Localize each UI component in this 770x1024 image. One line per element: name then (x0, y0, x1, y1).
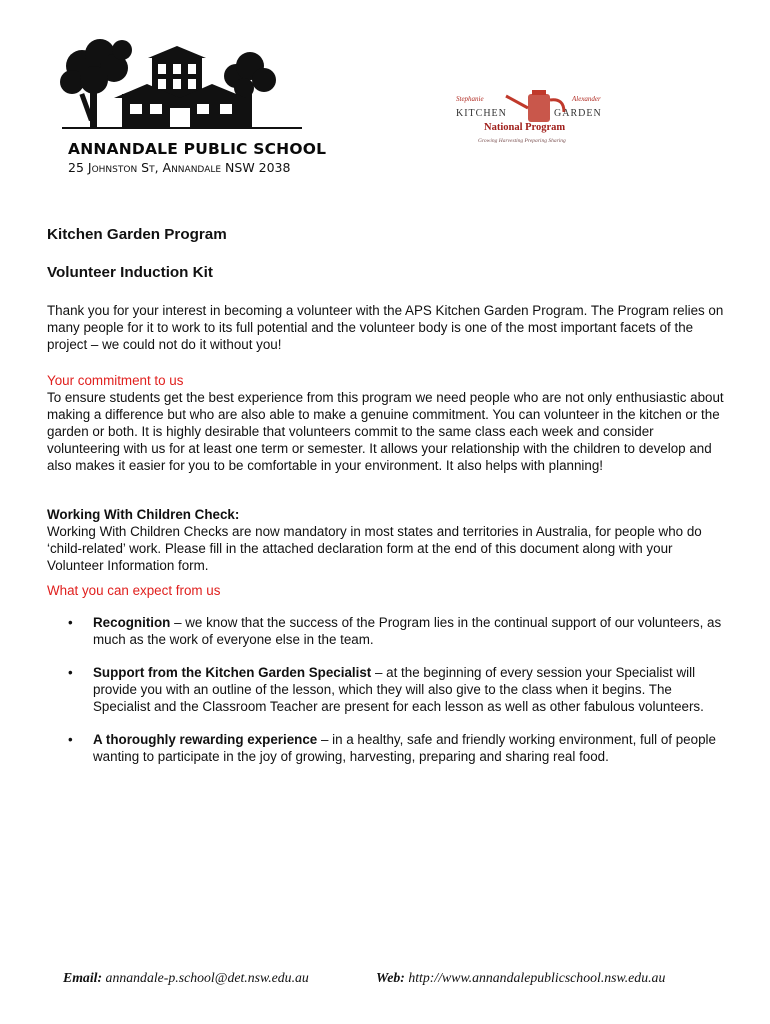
footer-web (376, 970, 665, 986)
bullet-icon: • (68, 732, 73, 747)
list-item-text: – at the beginning of every session your Specialist will provide you with an outline of the lesson, which they will also give to the class when it begins. The Specialist and the Classroom Teacher are present for each lesson as well as other fabulous volunteers. (93, 665, 704, 714)
email-label: Email: (63, 970, 103, 985)
list-item (47, 614, 727, 648)
kg-logo-tagline: Growing Harvesting Preparing Sharing (478, 138, 566, 144)
list-item-text: – in a healthy, safe and friendly working environment, full of people wanting to participate in the joy of growing, harvesting, preparing and sharing real food. (93, 732, 716, 764)
document-title: Kitchen Garden Program (47, 226, 227, 243)
kitchen-garden-logo (450, 90, 620, 154)
list-item (47, 731, 727, 765)
bullet-icon: • (68, 615, 73, 630)
document-subtitle: Volunteer Induction Kit (47, 264, 213, 281)
expect-list (47, 614, 727, 765)
document-body (47, 226, 727, 781)
email-link[interactable]: annandale-p.school@det.nsw.edu.au (105, 970, 309, 985)
list-item-title: A thoroughly rewarding experience (93, 732, 318, 747)
school-address: 25 Johnston St, Annandale NSW 2038 (68, 160, 291, 175)
list-item-text: – we know that the success of the Program lies in the continual support of our volunteers, as much as the work of everyone else in the team. (93, 615, 722, 647)
list-item-title: Support from the Kitchen Garden Specialist (93, 665, 372, 680)
wwcc-heading: Working With Children Check: (47, 507, 240, 522)
list-item-title: Recognition (93, 615, 171, 630)
wwcc-paragraph: Working With Children Checks are now mandatory in most states and territories in Australia, for people who do ‘child-related’ work. Please fill in the attached declaration form at the end of this document along with your Volunteer Information form. (47, 524, 702, 573)
school-name: ANNANDALE PUBLIC SCHOOL (68, 140, 327, 158)
web-label: Web: (376, 970, 405, 985)
footer (63, 970, 723, 986)
bullet-icon: • (68, 665, 73, 680)
footer-email (63, 970, 309, 985)
kg-logo-national: National Program (484, 122, 566, 133)
intro-paragraph: Thank you for your interest in becoming a volunteer with the APS Kitchen Garden Program. The Program relies on many people for it to work to its full potential and the volunteer body is one of the most important facets of the project – we could not do it without you! (47, 303, 724, 352)
kg-logo-stephanie: Stephanie (456, 95, 484, 103)
kg-logo-kitchen: KITCHEN (456, 108, 507, 119)
list-item (47, 664, 727, 715)
expect-heading: What you can expect from us (47, 583, 221, 598)
school-logo (52, 36, 327, 178)
commitment-heading: Your commitment to us (47, 373, 184, 388)
commitment-paragraph: To ensure students get the best experience from this program we need people who are not only enthusiastic about making a difference but who are also able to make a genuine commitment. You can volunteer in the kitchen or the garden or both. It is highly desirable that volunteers commit to the same class each week and consider volunteering with us for at least one term or semester. It allows your relationship with the children to develop and also makes it easier for you to be comfortable in your environment. It also helps with planning! (47, 390, 724, 473)
kg-logo-garden: GARDEN (554, 108, 602, 119)
kg-logo-alexander: Alexander (572, 95, 601, 103)
web-link[interactable]: http://www.annandalepublicschool.nsw.edu.au (408, 970, 666, 985)
school-building-illustration (52, 36, 322, 138)
